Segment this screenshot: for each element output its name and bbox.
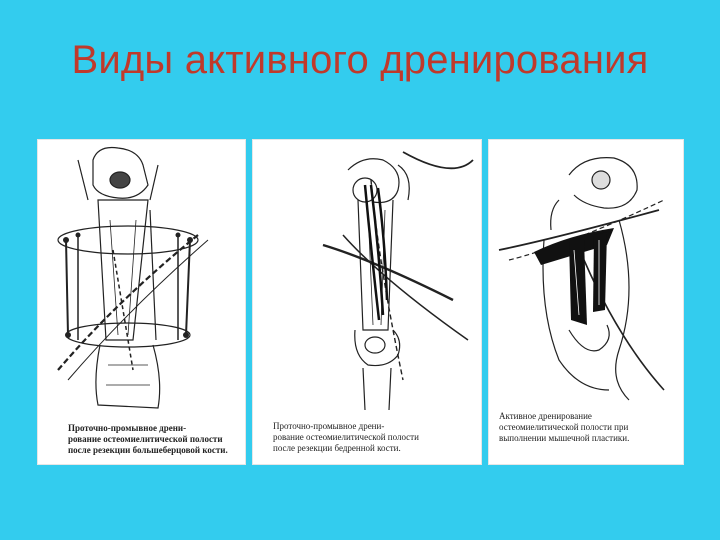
slide-title: Виды активного дренирования xyxy=(71,38,649,82)
caption-line: Проточно-промывное дрени- xyxy=(68,423,187,433)
caption-line: после резекции бедренной кости. xyxy=(273,443,401,453)
tibia-drainage-illustration xyxy=(38,140,246,420)
muscle-plasty-illustration xyxy=(489,140,684,405)
caption-line: остеомиелитической полости при xyxy=(499,422,629,432)
caption-line: рование остеомиелитической полости xyxy=(273,432,419,442)
caption-line: Проточно-промывное дрени- xyxy=(273,421,385,431)
illustration-panel-femur-drainage xyxy=(252,139,482,465)
caption-tibia xyxy=(68,423,246,456)
caption-femur xyxy=(273,421,478,454)
caption-line: выполнении мышечной пластики. xyxy=(499,433,630,443)
illustration-panel-tibia-drainage xyxy=(37,139,246,465)
caption-muscle-plasty xyxy=(499,411,681,444)
caption-line: рование остеомиелитической полости xyxy=(68,434,223,444)
illustration-panel-muscle-plasty-drainage xyxy=(488,139,684,465)
caption-line: Активное дренирование xyxy=(499,411,592,421)
femur-drainage-illustration xyxy=(253,140,482,415)
caption-line: после резекции большеберцовой кости. xyxy=(68,445,228,455)
